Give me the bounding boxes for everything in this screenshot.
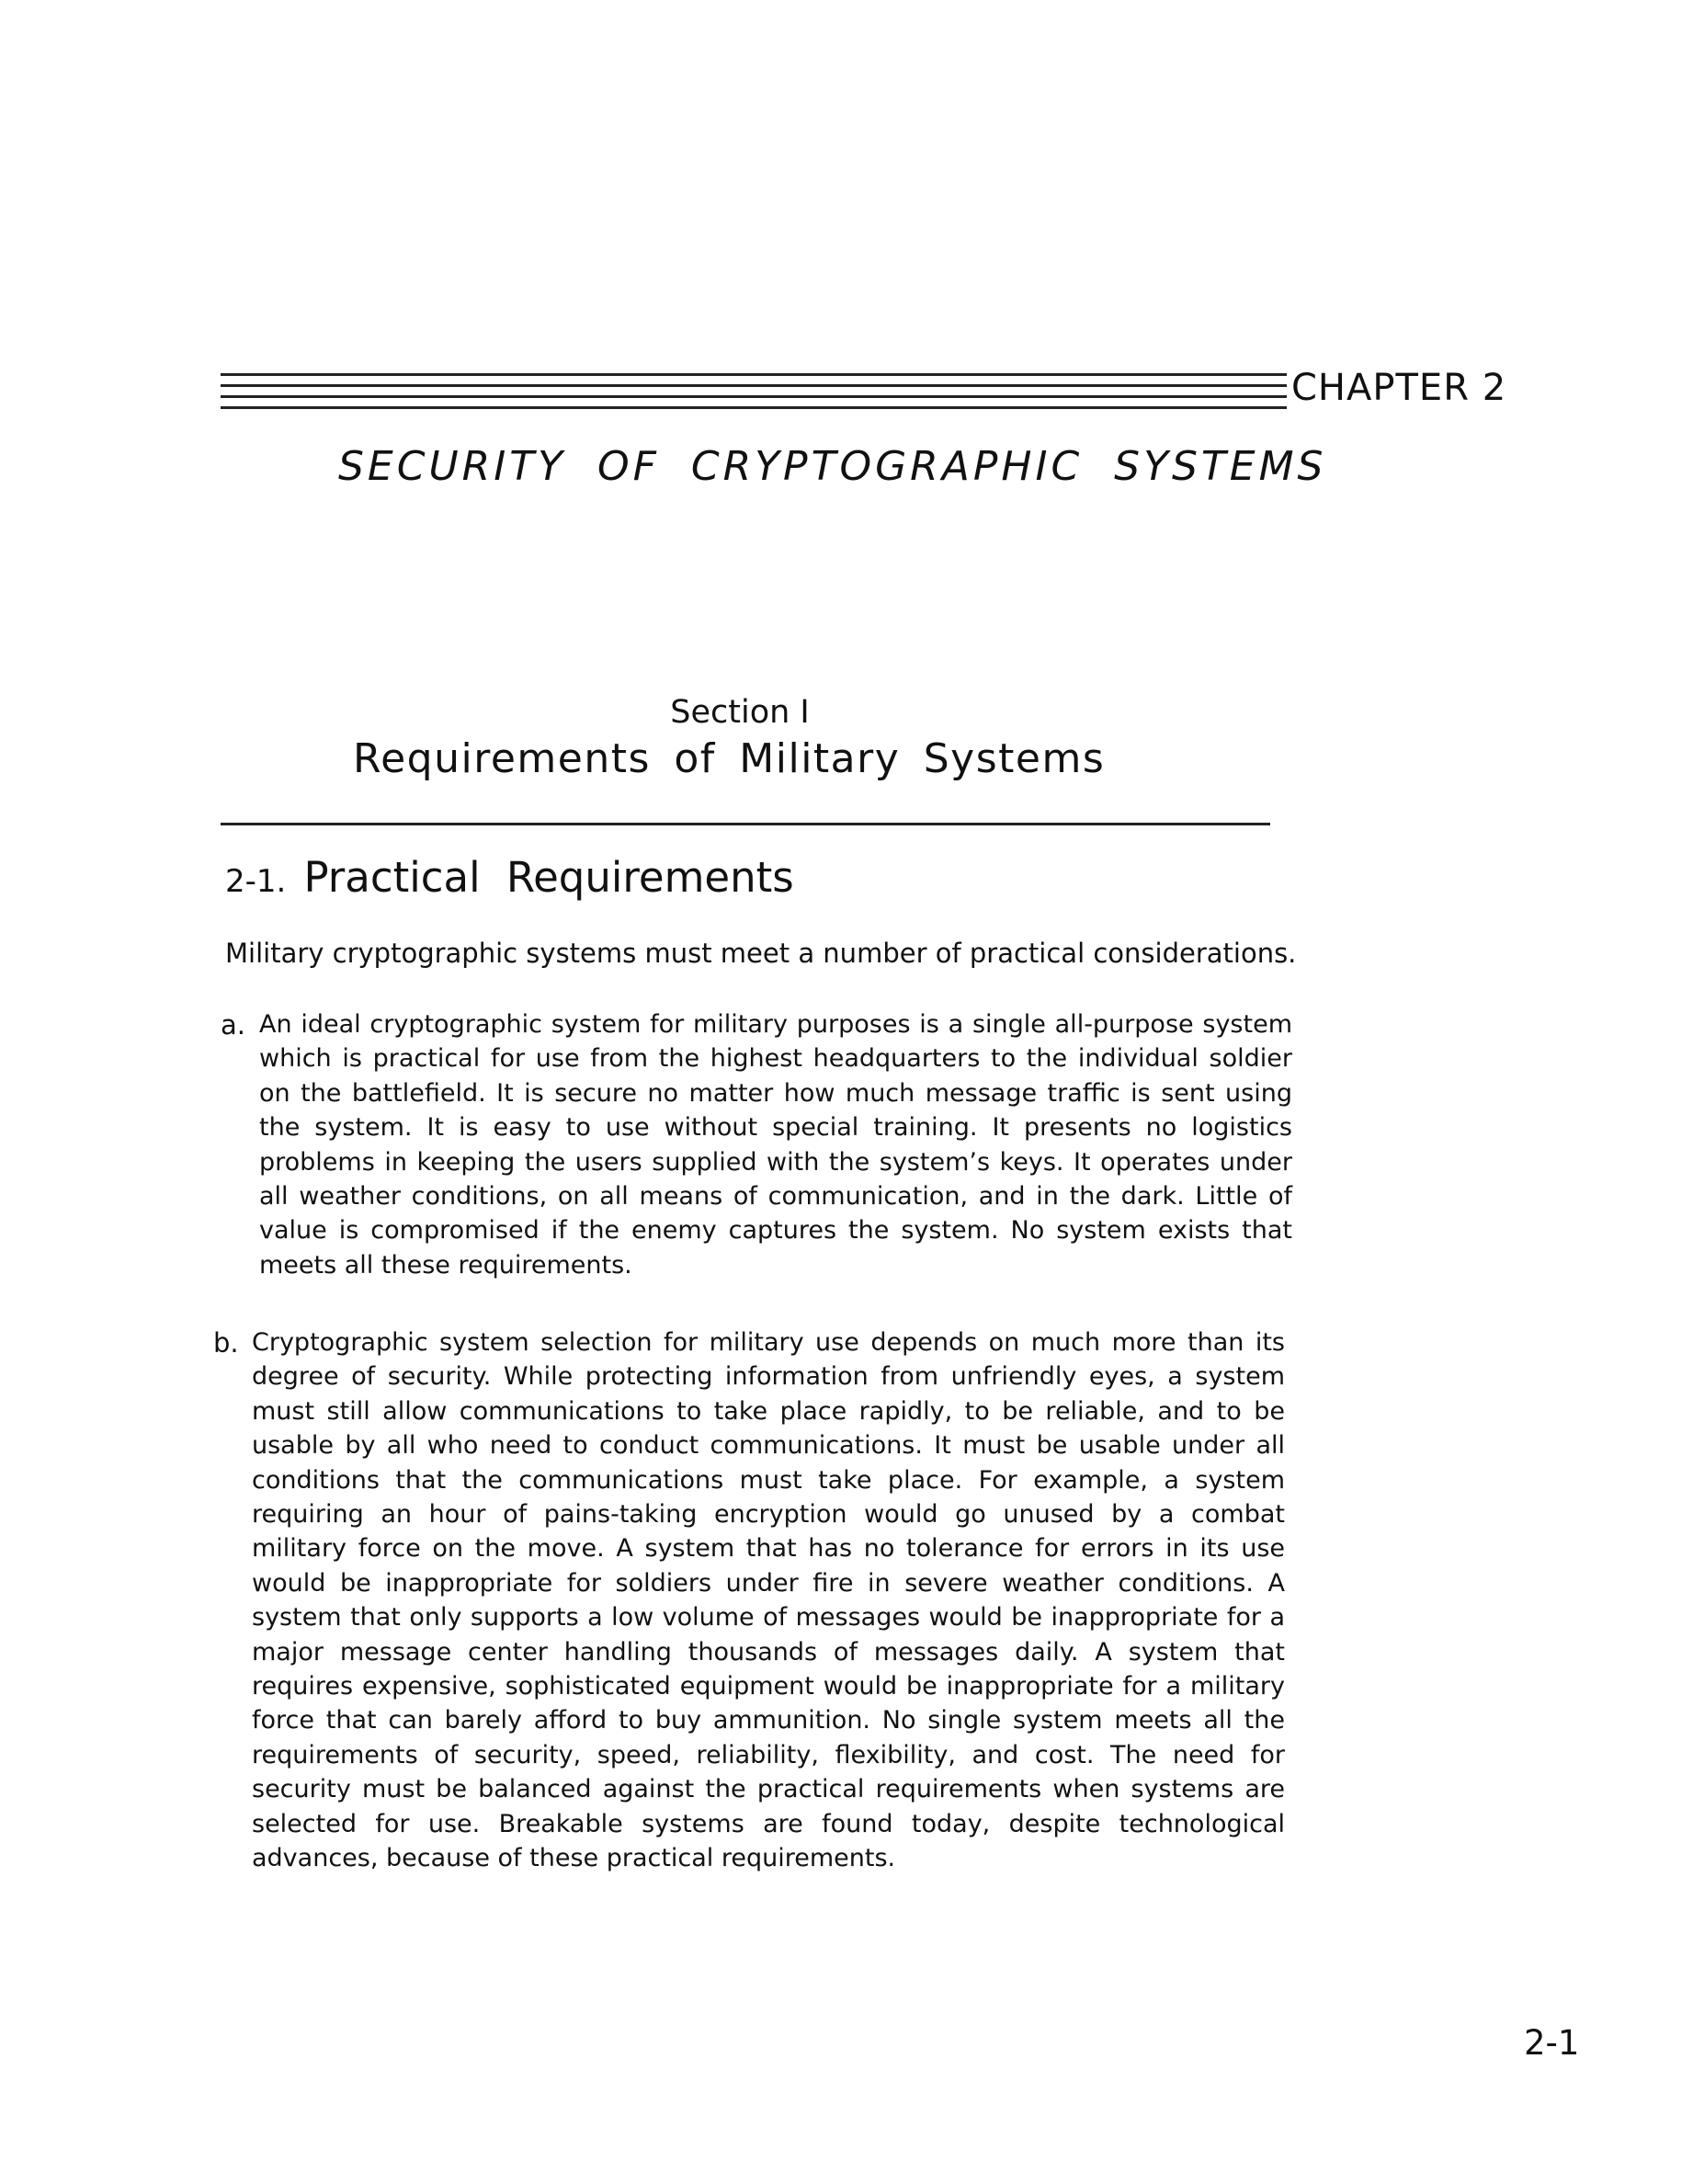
paragraph-number: 2-1. (225, 863, 287, 900)
item-letter-b: b. (213, 1327, 239, 1359)
list-item-b (213, 1325, 1298, 1876)
item-text-b: Cryptographic system selection for military use depends on much more than its degree of security. While protecting information from unfriendly eyes, a system must still allow communications to take place rapidly, to be reliable, and to be usable by all who need to conduct communications. It must be usable under all conditions that the communications must take place. For example, a system requiring an hour of pains-taking encryption would go unused by a combat military force on the move. A system that has no tolerance for errors in its use would be inappropriate for soldiers under fire in severe weather conditions. A system that only supports a low volume of messages would be inappropriate for a major message center handling thousands of messages daily. A system that requires expensive, sophisticated equipment would be inappropriate for a military force that can barely afford to buy ammunition. No single system meets all the requirements of security, speed, reliability, flexibility, and cost. The need for security must be balanced against the practical requirements when systems are selected for use. Breakable systems are found today, despite technological advances, because of these practical requirements. (252, 1328, 1285, 1873)
page-number: 2-1 (1524, 2023, 1580, 2063)
chapter-rule-4 (221, 406, 1287, 409)
paragraph-intro: Military cryptographic systems must meet a number of practical considerations. (225, 938, 1297, 969)
item-text-a: An ideal cryptographic system for military purposes is a single all-purpose system which is practical for use from the highest headquarters to the individual soldier on the battlefield. It is secure no matter how much message traffic is sent using the system. It is easy to use without special training. It presents no logistics problems in keeping the users supplied with the system’s keys. It operates under all weather conditions, on all means of communication, and in the dark. Little of value is compromised if the enemy captures the system. No system exists that meets all these requirements. (259, 1010, 1292, 1280)
section-title: Requirements of Military Systems (353, 735, 1106, 782)
chapter-rule-2 (221, 384, 1287, 387)
paragraph-title: Practical Requirements (303, 853, 794, 902)
chapter-label: CHAPTER 2 (1291, 367, 1507, 409)
chapter-rule-1 (221, 373, 1287, 376)
section-number: Section I (670, 694, 810, 731)
item-letter-a: a. (221, 1009, 245, 1041)
list-item-a (221, 1007, 1305, 1282)
chapter-title: SECURITY OF CRYPTOGRAPHIC SYSTEMS (338, 443, 1327, 490)
section-rule (221, 823, 1270, 825)
chapter-rule-3 (221, 395, 1287, 398)
paragraph-heading (225, 855, 794, 901)
